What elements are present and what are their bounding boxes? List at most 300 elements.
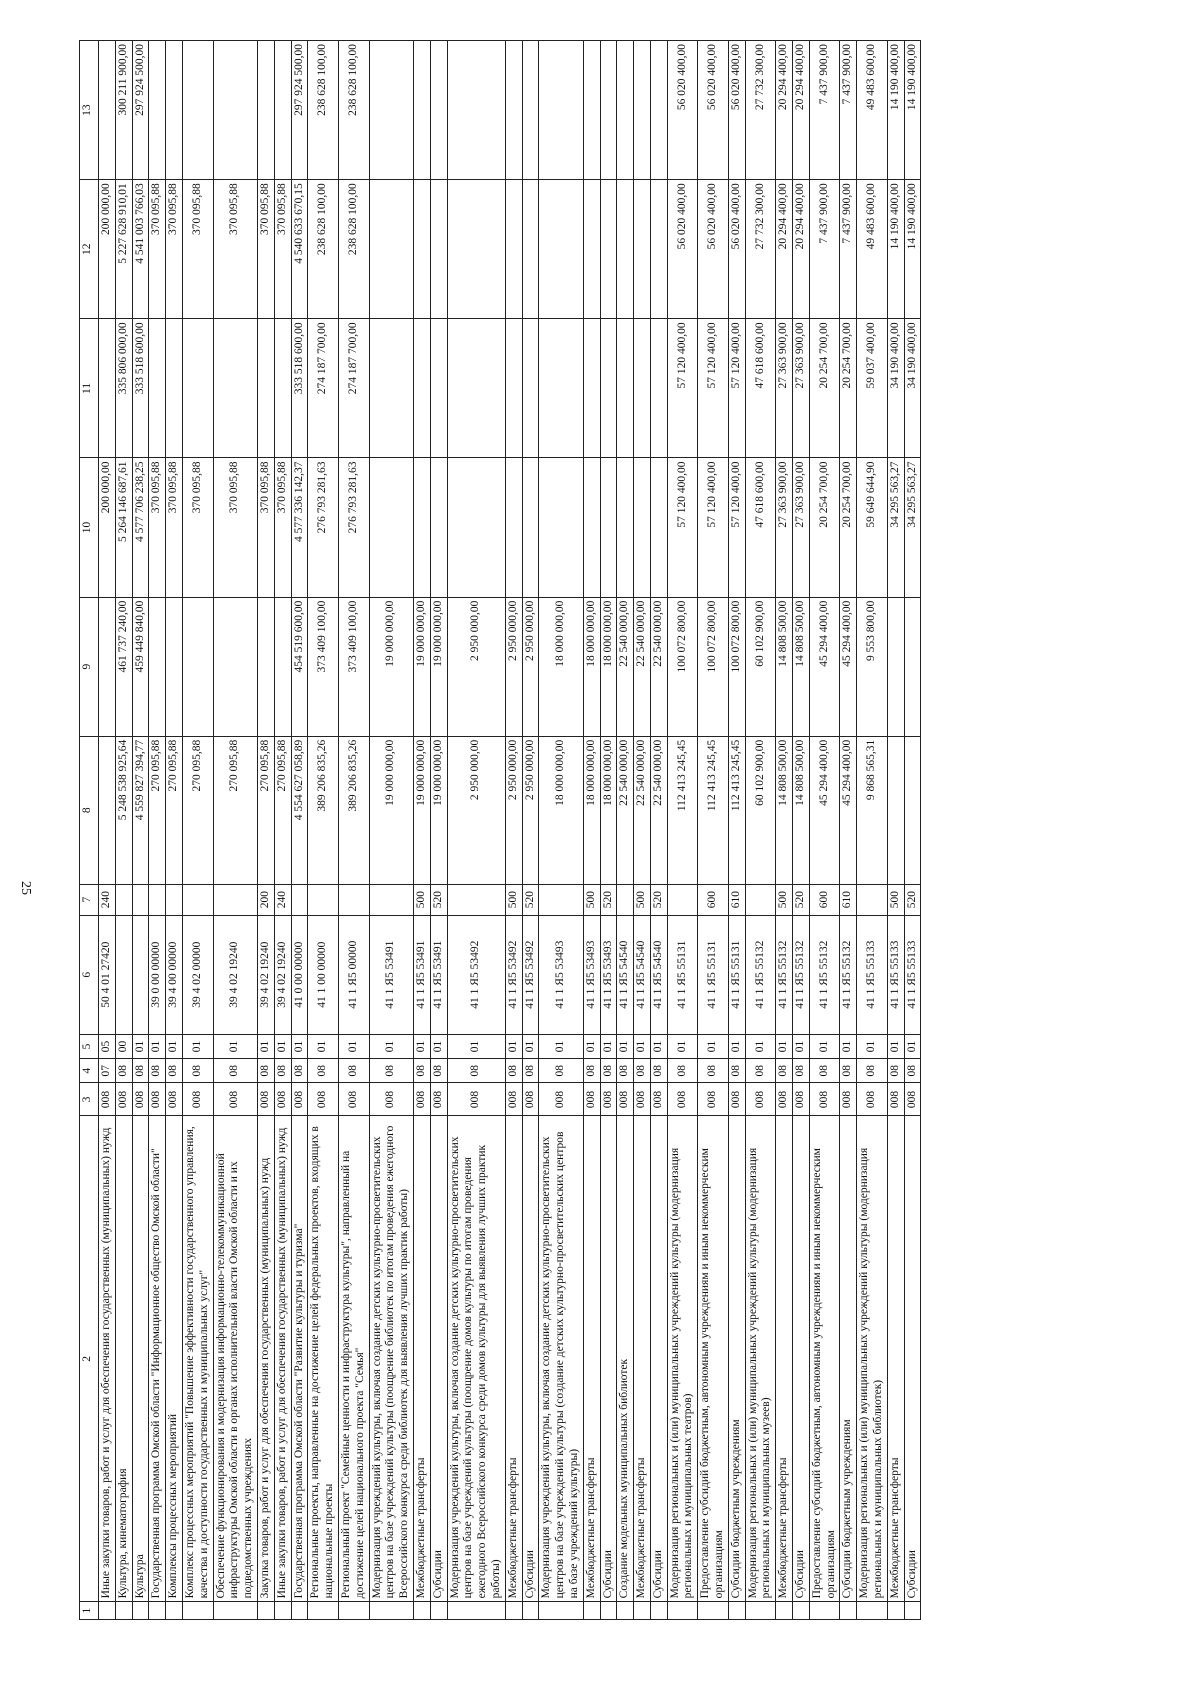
- row-name: Иные закупки товаров, работ и услуг для обеспечения государственных (муниципальных) нужд: [274, 1116, 291, 1602]
- col6-csr: 41 1 Я5 55132: [793, 915, 810, 1034]
- col6-csr: 41 1 Я5 00000: [338, 915, 369, 1034]
- table-row: [776, 41, 793, 1620]
- col7-vr: [857, 884, 888, 915]
- col6-csr: 39 4 02 00000: [182, 915, 213, 1034]
- col8-amount: 18 000 000,00: [539, 736, 583, 884]
- col7-vr: [149, 884, 166, 915]
- col10-amount: 27 363 900,00: [776, 458, 793, 597]
- table-row: [904, 41, 921, 1620]
- col10-amount: [369, 458, 413, 597]
- budget-table: [79, 40, 921, 1620]
- col5-subsection: 01: [166, 1034, 183, 1058]
- col9-amount: [887, 597, 904, 736]
- col10-amount: [583, 458, 600, 597]
- col-header: 8: [80, 736, 99, 884]
- col9-amount: 461 737 240,00: [115, 597, 132, 736]
- col5-subsection: 01: [776, 1034, 793, 1058]
- col13-amount: 14 190 400,00: [904, 41, 921, 180]
- col7-vr: [115, 884, 132, 915]
- col8-amount: 112 413 245,45: [667, 736, 698, 884]
- col6-csr: 41 1 Я5 55133: [887, 915, 904, 1034]
- col10-amount: [634, 458, 651, 597]
- col12-amount: [650, 180, 667, 319]
- col11-amount: [213, 319, 257, 458]
- col8-amount: 112 413 245,45: [698, 736, 729, 884]
- col9-amount: 45 294 400,00: [840, 597, 857, 736]
- col7-vr: 240: [99, 884, 116, 915]
- col12-amount: 4 540 633 670,15: [291, 180, 308, 319]
- col8-amount: 270 095,88: [274, 736, 291, 884]
- col9-amount: 60 102 900,00: [745, 597, 776, 736]
- col12-amount: [447, 180, 505, 319]
- col6-csr: [132, 915, 149, 1034]
- col3-ministry: 008: [291, 1083, 308, 1116]
- row-index-cell: [634, 1602, 651, 1620]
- col10-amount: 200 000,00: [99, 458, 116, 597]
- col13-amount: [505, 41, 522, 180]
- col13-amount: [583, 41, 600, 180]
- col-header: 6: [80, 915, 99, 1034]
- col5-subsection: 01: [149, 1034, 166, 1058]
- row-index-cell: [809, 1602, 840, 1620]
- col10-amount: 5 264 146 687,61: [115, 458, 132, 597]
- col9-amount: 18 000 000,00: [539, 597, 583, 736]
- col12-amount: 4 541 003 766,03: [132, 180, 149, 319]
- table-row: [698, 41, 729, 1620]
- col11-amount: [617, 319, 634, 458]
- row-index-cell: [213, 1602, 257, 1620]
- col4-section: 08: [840, 1059, 857, 1083]
- col7-vr: 200: [257, 884, 274, 915]
- col4-section: 08: [257, 1059, 274, 1083]
- col5-subsection: 01: [213, 1034, 257, 1058]
- table-row: [257, 41, 274, 1620]
- col7-vr: 520: [793, 884, 810, 915]
- col8-amount: 22 540 000,00: [634, 736, 651, 884]
- col11-amount: [650, 319, 667, 458]
- col11-amount: [600, 319, 617, 458]
- col3-ministry: 008: [887, 1083, 904, 1116]
- col6-csr: 41 1 Я5 53492: [505, 915, 522, 1034]
- col7-vr: 520: [650, 884, 667, 915]
- col11-amount: [99, 319, 116, 458]
- col4-section: 08: [617, 1059, 634, 1083]
- col10-amount: [447, 458, 505, 597]
- col12-amount: 27 732 300,00: [745, 180, 776, 319]
- col13-amount: [257, 41, 274, 180]
- row-name: Культура, кинематография: [115, 1116, 132, 1602]
- col-header: 3: [80, 1083, 99, 1116]
- col9-amount: 373 409 100,00: [308, 597, 339, 736]
- row-index-cell: [793, 1602, 810, 1620]
- col9-amount: 18 000 000,00: [583, 597, 600, 736]
- col12-amount: 370 095,88: [149, 180, 166, 319]
- col4-section: 08: [115, 1059, 132, 1083]
- col3-ministry: 008: [257, 1083, 274, 1116]
- col6-csr: 41 1 Я5 55132: [745, 915, 776, 1034]
- col4-section: 08: [338, 1059, 369, 1083]
- col8-amount: 270 095,88: [257, 736, 274, 884]
- col12-amount: [505, 180, 522, 319]
- col6-csr: 39 4 02 19240: [213, 915, 257, 1034]
- row-name: Модернизация региональных и (или) муниципальных учреждений культуры (модернизация региональных и муниципальных театров): [667, 1116, 698, 1602]
- table-row: [809, 41, 840, 1620]
- row-name: Субсидии: [600, 1116, 617, 1602]
- row-name: Модернизация учреждений культуры, включая создание детских культурно-просветительских центров на базе учреждений культуры (создание детских культурно-просветительских центров на базе учреждений культуры): [539, 1116, 583, 1602]
- row-name: Межбюджетные трансферты: [887, 1116, 904, 1602]
- col7-vr: [539, 884, 583, 915]
- col6-csr: 39 4 00 00000: [166, 915, 183, 1034]
- col7-vr: [213, 884, 257, 915]
- table-row: [132, 41, 149, 1620]
- col9-amount: 19 000 000,00: [430, 597, 447, 736]
- col8-amount: 19 000 000,00: [430, 736, 447, 884]
- col3-ministry: 008: [99, 1083, 116, 1116]
- col11-amount: 27 363 900,00: [793, 319, 810, 458]
- col8-amount: 19 000 000,00: [369, 736, 413, 884]
- row-name: Государственная программа Омской области "Развитие культуры и туризма": [291, 1116, 308, 1602]
- row-index-cell: [149, 1602, 166, 1620]
- col9-amount: 100 072 800,00: [667, 597, 698, 736]
- row-name: Субсидии бюджетным учреждениям: [728, 1116, 745, 1602]
- col6-csr: 41 1 Я5 53493: [600, 915, 617, 1034]
- col7-vr: 240: [274, 884, 291, 915]
- col13-amount: [149, 41, 166, 180]
- col7-vr: 520: [904, 884, 921, 915]
- row-name: Субсидии: [793, 1116, 810, 1602]
- table-row: [338, 41, 369, 1620]
- col7-vr: 610: [840, 884, 857, 915]
- col4-section: 08: [413, 1059, 430, 1083]
- row-index-cell: [430, 1602, 447, 1620]
- col9-amount: 2 950 000,00: [447, 597, 505, 736]
- col8-amount: 2 950 000,00: [505, 736, 522, 884]
- col5-subsection: 01: [291, 1034, 308, 1058]
- col12-amount: [522, 180, 539, 319]
- table-row: [650, 41, 667, 1620]
- col4-section: 08: [447, 1059, 505, 1083]
- col8-amount: 60 102 900,00: [745, 736, 776, 884]
- col10-amount: [650, 458, 667, 597]
- row-name: Межбюджетные трансферты: [776, 1116, 793, 1602]
- col5-subsection: 01: [583, 1034, 600, 1058]
- row-index-cell: [115, 1602, 132, 1620]
- col5-subsection: 01: [698, 1034, 729, 1058]
- row-index-cell: [650, 1602, 667, 1620]
- col6-csr: 41 0 00 00000: [291, 915, 308, 1034]
- col-header: 5: [80, 1034, 99, 1058]
- col4-section: 08: [132, 1059, 149, 1083]
- col6-csr: 41 1 Я5 55132: [840, 915, 857, 1034]
- row-name: Предоставление субсидий бюджетным, автономным учреждениям и иным некоммерческим организациям: [809, 1116, 840, 1602]
- col8-amount: 22 540 000,00: [650, 736, 667, 884]
- row-index-cell: [132, 1602, 149, 1620]
- col4-section: 08: [904, 1059, 921, 1083]
- col12-amount: 20 294 400,00: [793, 180, 810, 319]
- col13-amount: 56 020 400,00: [728, 41, 745, 180]
- col8-amount: 112 413 245,45: [728, 736, 745, 884]
- col12-amount: [617, 180, 634, 319]
- col6-csr: 41 1 Я5 53492: [522, 915, 539, 1034]
- col8-amount: 2 950 000,00: [447, 736, 505, 884]
- col7-vr: [291, 884, 308, 915]
- col7-vr: [308, 884, 339, 915]
- col12-amount: [583, 180, 600, 319]
- row-index-cell: [904, 1602, 921, 1620]
- col6-csr: 41 1 Я5 53493: [539, 915, 583, 1034]
- col7-vr: [338, 884, 369, 915]
- col5-subsection: 01: [634, 1034, 651, 1058]
- col5-subsection: 01: [745, 1034, 776, 1058]
- col4-section: 08: [274, 1059, 291, 1083]
- col13-amount: [522, 41, 539, 180]
- col13-amount: [539, 41, 583, 180]
- table-row: [793, 41, 810, 1620]
- col-header: 10: [80, 458, 99, 597]
- col10-amount: 57 120 400,00: [728, 458, 745, 597]
- col5-subsection: 01: [369, 1034, 413, 1058]
- col10-amount: [413, 458, 430, 597]
- col4-section: 08: [887, 1059, 904, 1083]
- col11-amount: 20 254 700,00: [840, 319, 857, 458]
- col4-section: 08: [539, 1059, 583, 1083]
- col11-amount: [274, 319, 291, 458]
- col11-amount: 47 618 600,00: [745, 319, 776, 458]
- col5-subsection: 01: [505, 1034, 522, 1058]
- col10-amount: [600, 458, 617, 597]
- row-index-cell: [522, 1602, 539, 1620]
- col13-amount: [413, 41, 430, 180]
- col8-amount: 270 095,88: [166, 736, 183, 884]
- row-index-cell: [338, 1602, 369, 1620]
- col9-amount: [274, 597, 291, 736]
- table-row: [166, 41, 183, 1620]
- col9-amount: [213, 597, 257, 736]
- col11-amount: [447, 319, 505, 458]
- col13-amount: [99, 41, 116, 180]
- col13-amount: [650, 41, 667, 180]
- col6-csr: 41 1 Я5 53493: [583, 915, 600, 1034]
- col4-section: 08: [430, 1059, 447, 1083]
- row-index-cell: [308, 1602, 339, 1620]
- table-row: [274, 41, 291, 1620]
- col8-amount: 45 294 400,00: [840, 736, 857, 884]
- col10-amount: 370 095,88: [274, 458, 291, 597]
- row-name: Комплекс процессных мероприятий "Повышение эффективности государственного управления, качества и доступности государственных и муниципальных услуг": [182, 1116, 213, 1602]
- col-header: 7: [80, 884, 99, 915]
- col7-vr: 520: [430, 884, 447, 915]
- col13-amount: 238 628 100,00: [308, 41, 339, 180]
- row-index-cell: [617, 1602, 634, 1620]
- col3-ministry: 008: [650, 1083, 667, 1116]
- row-name: Модернизация региональных и (или) муниципальных учреждений культуры (модернизация региональных и муниципальных библиотек): [857, 1116, 888, 1602]
- col3-ministry: 008: [776, 1083, 793, 1116]
- col11-amount: [505, 319, 522, 458]
- row-index-cell: [447, 1602, 505, 1620]
- col5-subsection: 01: [413, 1034, 430, 1058]
- col11-amount: 335 806 000,00: [115, 319, 132, 458]
- col13-amount: 56 020 400,00: [667, 41, 698, 180]
- col3-ministry: 008: [698, 1083, 729, 1116]
- row-index-cell: [182, 1602, 213, 1620]
- col8-amount: 14 808 500,00: [776, 736, 793, 884]
- col11-amount: 34 190 400,00: [887, 319, 904, 458]
- col5-subsection: 00: [115, 1034, 132, 1058]
- table-row: [745, 41, 776, 1620]
- col4-section: 08: [745, 1059, 776, 1083]
- col5-subsection: 01: [617, 1034, 634, 1058]
- col3-ministry: 008: [600, 1083, 617, 1116]
- col7-vr: 500: [583, 884, 600, 915]
- row-name: Межбюджетные трансферты: [583, 1116, 600, 1602]
- col7-vr: [369, 884, 413, 915]
- col8-amount: 4 559 827 394,77: [132, 736, 149, 884]
- col11-amount: 57 120 400,00: [698, 319, 729, 458]
- col4-section: 08: [600, 1059, 617, 1083]
- col13-amount: 238 628 100,00: [338, 41, 369, 180]
- col3-ministry: 008: [539, 1083, 583, 1116]
- col3-ministry: 008: [793, 1083, 810, 1116]
- col6-csr: 39 0 00 00000: [149, 915, 166, 1034]
- row-name: Культура: [132, 1116, 149, 1602]
- row-index-cell: [728, 1602, 745, 1620]
- col12-amount: 49 483 600,00: [857, 180, 888, 319]
- col9-amount: [149, 597, 166, 736]
- row-name: Межбюджетные трансферты: [634, 1116, 651, 1602]
- col3-ministry: 008: [447, 1083, 505, 1116]
- col9-amount: [904, 597, 921, 736]
- row-index-cell: [369, 1602, 413, 1620]
- row-name: Закупка товаров, работ и услуг для обеспечения государственных (муниципальных) нужд: [257, 1116, 274, 1602]
- col10-amount: 57 120 400,00: [667, 458, 698, 597]
- col8-amount: 19 000 000,00: [413, 736, 430, 884]
- col4-section: 08: [650, 1059, 667, 1083]
- col11-amount: [149, 319, 166, 458]
- col7-vr: 520: [600, 884, 617, 915]
- col12-amount: 7 437 900,00: [840, 180, 857, 319]
- row-index-cell: [887, 1602, 904, 1620]
- col12-amount: 56 020 400,00: [698, 180, 729, 319]
- col6-csr: 41 1 Я5 55133: [904, 915, 921, 1034]
- col4-section: 08: [583, 1059, 600, 1083]
- row-name: Модернизация региональных и (или) муниципальных учреждений культуры (модернизация региональных и муниципальных музеев): [745, 1116, 776, 1602]
- row-index-cell: [600, 1602, 617, 1620]
- col13-amount: [617, 41, 634, 180]
- table-row: [583, 41, 600, 1620]
- table-row: [634, 41, 651, 1620]
- col12-amount: [539, 180, 583, 319]
- col6-csr: 41 1 Я5 54540: [617, 915, 634, 1034]
- col11-amount: 333 518 600,00: [291, 319, 308, 458]
- col11-amount: 57 120 400,00: [728, 319, 745, 458]
- col9-amount: [99, 597, 116, 736]
- col9-amount: 2 950 000,00: [505, 597, 522, 736]
- col4-section: 08: [776, 1059, 793, 1083]
- col13-amount: 297 924 500,00: [132, 41, 149, 180]
- col11-amount: [369, 319, 413, 458]
- col5-subsection: 01: [539, 1034, 583, 1058]
- col5-subsection: 01: [257, 1034, 274, 1058]
- col13-amount: [166, 41, 183, 180]
- col7-vr: [447, 884, 505, 915]
- col10-amount: [505, 458, 522, 597]
- col3-ministry: 008: [182, 1083, 213, 1116]
- table-row: [840, 41, 857, 1620]
- col3-ministry: 008: [745, 1083, 776, 1116]
- col12-amount: [369, 180, 413, 319]
- row-index-cell: [166, 1602, 183, 1620]
- col9-amount: 22 540 000,00: [634, 597, 651, 736]
- col11-amount: [413, 319, 430, 458]
- table-row: [149, 41, 166, 1620]
- col13-amount: [213, 41, 257, 180]
- col8-amount: 22 540 000,00: [617, 736, 634, 884]
- col7-vr: [166, 884, 183, 915]
- col6-csr: 39 4 02 19240: [274, 915, 291, 1034]
- col-header: 4: [80, 1059, 99, 1083]
- row-name: Субсидии: [650, 1116, 667, 1602]
- row-name: Субсидии: [430, 1116, 447, 1602]
- col7-vr: 600: [809, 884, 840, 915]
- col13-amount: 14 190 400,00: [887, 41, 904, 180]
- row-name: Субсидии: [522, 1116, 539, 1602]
- col3-ministry: 008: [634, 1083, 651, 1116]
- col4-section: 08: [857, 1059, 888, 1083]
- col4-section: 08: [149, 1059, 166, 1083]
- col-header: 13: [80, 41, 99, 180]
- col6-csr: 41 1 Я5 53492: [447, 915, 505, 1034]
- col9-amount: 2 950 000,00: [522, 597, 539, 736]
- row-index-cell: [776, 1602, 793, 1620]
- col6-csr: 41 1 Я5 53491: [430, 915, 447, 1034]
- col13-amount: [369, 41, 413, 180]
- col12-amount: 7 437 900,00: [809, 180, 840, 319]
- col10-amount: 57 120 400,00: [698, 458, 729, 597]
- row-index-cell: [857, 1602, 888, 1620]
- col3-ministry: 008: [308, 1083, 339, 1116]
- table-row: [99, 41, 116, 1620]
- col8-amount: 18 000 000,00: [583, 736, 600, 884]
- col3-ministry: 008: [583, 1083, 600, 1116]
- row-name: Создание модельных муниципальных библиотек: [617, 1116, 634, 1602]
- col10-amount: [539, 458, 583, 597]
- col3-ministry: 008: [413, 1083, 430, 1116]
- col10-amount: 27 363 900,00: [793, 458, 810, 597]
- table-body: [99, 41, 921, 1620]
- col13-amount: 7 437 900,00: [809, 41, 840, 180]
- col7-vr: [667, 884, 698, 915]
- col3-ministry: 008: [338, 1083, 369, 1116]
- col-header: 11: [80, 319, 99, 458]
- col9-amount: [166, 597, 183, 736]
- col11-amount: 333 518 600,00: [132, 319, 149, 458]
- row-index-cell: [505, 1602, 522, 1620]
- col11-amount: 59 037 400,00: [857, 319, 888, 458]
- col8-amount: 389 206 835,26: [338, 736, 369, 884]
- col10-amount: 59 649 644,90: [857, 458, 888, 597]
- col5-subsection: 01: [887, 1034, 904, 1058]
- col3-ministry: 008: [617, 1083, 634, 1116]
- col4-section: 07: [99, 1059, 116, 1083]
- row-name: Региональный проект "Семейные ценности и инфраструктура культуры", направленный на достижение целей национального проекта "Семья": [338, 1116, 369, 1602]
- col13-amount: 20 294 400,00: [793, 41, 810, 180]
- table-row: [115, 41, 132, 1620]
- col12-amount: 200 000,00: [99, 180, 116, 319]
- col11-amount: 20 254 700,00: [809, 319, 840, 458]
- col12-amount: 14 190 400,00: [887, 180, 904, 319]
- col5-subsection: 01: [274, 1034, 291, 1058]
- col10-amount: [617, 458, 634, 597]
